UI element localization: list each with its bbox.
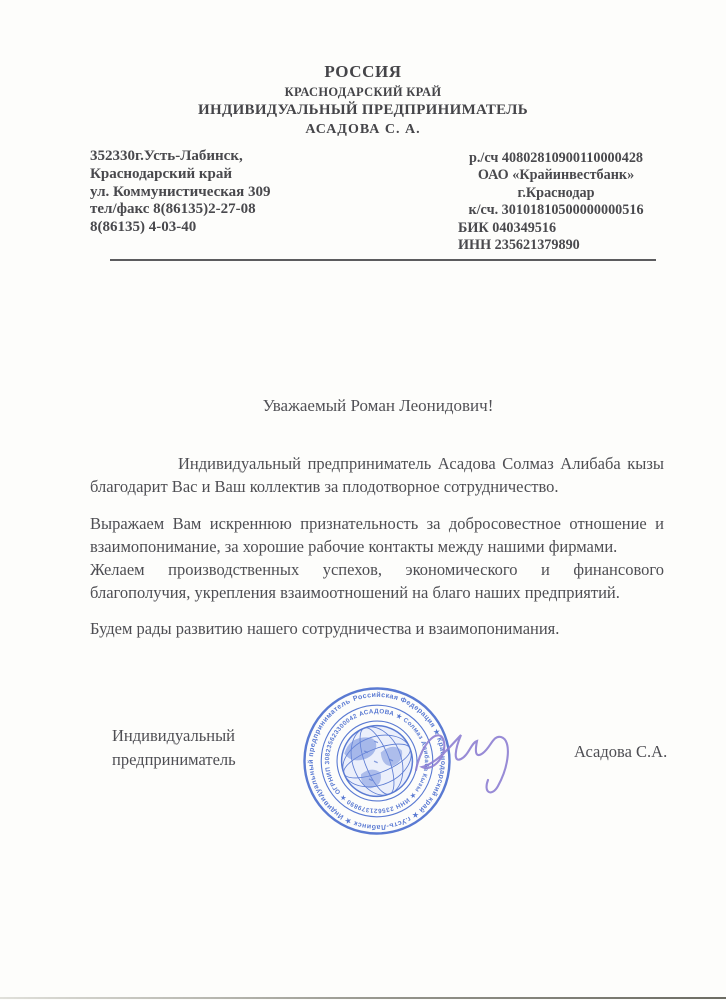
bank-details-block (452, 150, 660, 254)
letter-body (90, 452, 664, 640)
salutation: Уважаемый Роман Леонидович! (262, 396, 494, 415)
letterhead-entity: ИНДИВИДУАЛЬНЫЙ ПРЕДПРИНИМАТЕЛЬ (198, 102, 528, 118)
closing-role (112, 724, 236, 771)
signatory-name: Асадова С.А. (574, 742, 668, 761)
contact-line: 352330г.Усть-Лабинск, (90, 148, 243, 164)
handwritten-signature (408, 710, 538, 798)
letterhead-divider (110, 259, 656, 261)
paragraph: Индивидуальный предприниматель Асадова Солмаз Алибаба кызы благодарит Вас и Ваш коллектив за плодотворное сотрудничество. (90, 454, 664, 496)
paragraph: Желаем производственных успехов, экономического и финансового благополучия, укрепления взаимоотношений на благо наших предприятий. (90, 560, 664, 602)
letterhead-region: КРАСНОДАРСКИЙ КРАЙ (284, 85, 442, 99)
bank-line: р./сч 40802810900110000428 (468, 150, 644, 166)
paragraph: Будем рады развитию нашего сотрудничества и взаимопонимания. (90, 619, 560, 638)
scan-bottom-edge (0, 997, 726, 999)
bank-line: ОАО «Крайинвестбанк» (477, 167, 635, 184)
contact-line: ул. Коммунистическая 309 (90, 183, 271, 200)
letterhead-name: АСАДОВА С. А. (305, 122, 421, 137)
paragraph: Выражаем Вам искреннюю признательность за добросовестное отношение и взаимопонимание, за хорошие рабочие контакты между нашими фирмами. (90, 514, 664, 556)
stamp-inner-ring-text: АСАДОВА ★ Солмаз Алибаба Кызы ★ ИНН 235621379890 ★ ОГРНИП 308235623300042 (324, 708, 430, 814)
contact-line: тел/факс 8(86135)2-27-08 (90, 201, 256, 218)
bank-line: БИК 040349516 (458, 219, 557, 236)
contact-line: 8(86135) 4-03-40 (90, 219, 197, 236)
bank-line: ИНН 235621379890 (458, 237, 580, 254)
closing-role-line: предприниматель (112, 749, 236, 769)
bank-line: г.Краснодар (517, 184, 595, 201)
contact-block (90, 148, 271, 237)
contact-line: Краснодарский край (90, 165, 232, 182)
letterhead-country: РОССИЯ (324, 62, 402, 81)
bank-line: к/сч. 30101810500000000516 (468, 202, 644, 219)
stamp-outer-ring-text: Российская Федерация ★ Краснодарский край ★ г.Усть-Лабинск ★ Индивидуальный предприниматель (307, 691, 447, 831)
letterhead (0, 62, 726, 138)
closing-role-line: Индивидуальный (112, 726, 235, 745)
